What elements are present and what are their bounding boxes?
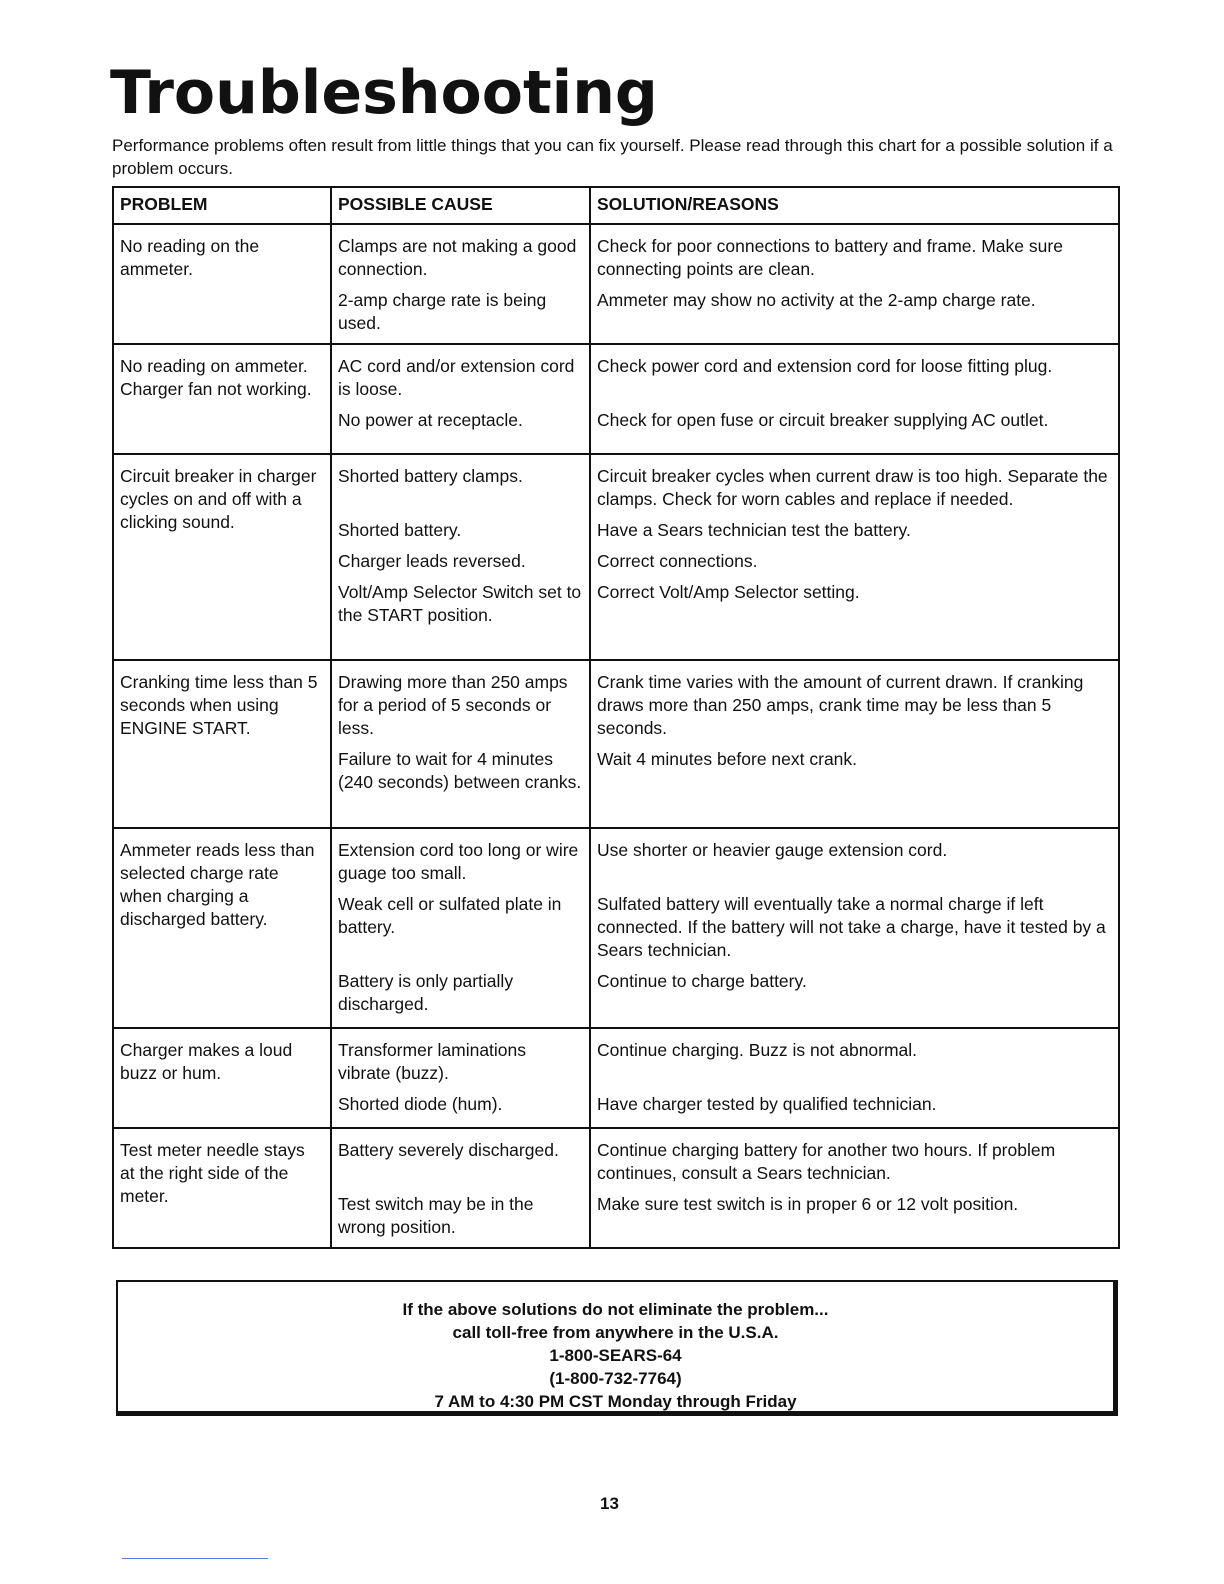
contact-box [116,1280,1118,1416]
cause-cell [331,828,590,1028]
solution-text: Crank time varies with the amount of current drawn. If cranking draws more than 250 amps, crank time may be less than 5 seconds. [597,672,1084,738]
cause-cell [331,454,590,660]
table-row [113,1028,1119,1128]
cause-text: Battery is only partially discharged. [338,971,514,1014]
cause-text: Drawing more than 250 amps for a period of 5 seconds or less. [338,672,568,738]
problem-text: Charger makes a loud buzz or hum. [120,1040,293,1083]
cause-cell [331,344,590,454]
solution-text: Have charger tested by qualified technician. [597,1094,937,1114]
cause-cell [331,224,590,344]
table-row [113,454,1119,660]
cause-text: Shorted battery. [338,520,462,540]
problem-text: Circuit breaker in charger cycles on and off with a clicking sound. [120,466,317,532]
solution-text: Sulfated battery will eventually take a normal charge if left connected. If the battery will not take a charge, have it tested by a Sears technician. [597,894,1106,960]
solution-text: Check for poor connections to battery and frame. Make sure connecting points are clean. [597,236,1063,279]
cause-text: Volt/Amp Selector Switch set to the START position. [338,582,582,625]
problem-text: Test meter needle stays at the right side of the meter. [120,1140,305,1206]
cause-text: Weak cell or sulfated plate in battery. [338,894,562,937]
cause-text: No power at receptacle. [338,410,523,430]
table-body [113,224,1119,1248]
solution-text: Check for open fuse or circuit breaker supplying AC outlet. [597,410,1049,430]
problem-cell [113,660,331,828]
contact-line-2: call toll-free from anywhere in the U.S.A. [452,1323,779,1342]
solution-text: Circuit breaker cycles when current draw is too high. Separate the clamps. Check for worn cables and replace if needed. [597,466,1108,509]
header-problem: PROBLEM [113,187,331,224]
solution-text: Check power cord and extension cord for loose fitting plug. [597,356,1053,376]
problem-text: No reading on ammeter. Charger fan not working. [120,356,312,399]
contact-hours: 7 AM to 4:30 PM CST Monday through Friday [434,1392,797,1411]
problem-text: Cranking time less than 5 seconds when using ENGINE START. [120,672,318,738]
table-row [113,224,1119,344]
cause-text: Failure to wait for 4 minutes (240 seconds) between cranks. [338,749,582,792]
cause-text: Charger leads reversed. [338,551,526,571]
cause-text: Extension cord too long or wire guage too small. [338,840,579,883]
cause-text: Shorted battery clamps. [338,466,523,486]
problem-text: Ammeter reads less than selected charge rate when charging a discharged battery. [120,840,315,929]
table-header-row [113,187,1119,224]
solution-cell [590,224,1119,344]
contact-phone-letters: 1-800-SEARS-64 [549,1346,682,1365]
table-row [113,344,1119,454]
solution-text: Make sure test switch is in proper 6 or 12 volt position. [597,1194,1019,1214]
solution-cell [590,1028,1119,1128]
intro-paragraph: Performance problems often result from little things that you can fix yourself. Please read through this chart for a possible solution if a problem occurs. [112,136,1113,178]
problem-cell [113,1028,331,1128]
cause-text: Clamps are not making a good connection. [338,236,577,279]
solution-cell [590,660,1119,828]
solution-cell [590,454,1119,660]
problem-cell [113,224,331,344]
problem-cell [113,344,331,454]
solution-cell [590,344,1119,454]
solution-cell [590,828,1119,1028]
table-row [113,1128,1119,1248]
table-row [113,828,1119,1028]
cause-text: Transformer laminations vibrate (buzz). [338,1040,527,1083]
header-solution-reasons: SOLUTION/REASONS [590,187,1119,224]
cause-cell [331,1028,590,1128]
cause-cell [331,1128,590,1248]
page-number: 13 [600,1494,619,1513]
header-possible-cause: POSSIBLE CAUSE [331,187,590,224]
page-title: Troubleshooting [110,58,658,128]
troubleshooting-table [112,186,1120,1249]
cause-text: Battery severely discharged. [338,1140,559,1160]
solution-text: Ammeter may show no activity at the 2-amp charge rate. [597,290,1036,310]
problem-cell [113,1128,331,1248]
cause-text: Shorted diode (hum). [338,1094,503,1114]
solution-text: Have a Sears technician test the battery. [597,520,911,540]
contact-line-1: If the above solutions do not eliminate the problem... [402,1300,829,1319]
solution-text: Correct Volt/Amp Selector setting. [597,582,860,602]
table-row [113,660,1119,828]
solution-text: Continue charging battery for another two hours. If problem continues, consult a Sears technician. [597,1140,1056,1183]
solution-text: Continue charging. Buzz is not abnormal. [597,1040,918,1060]
problem-text: No reading on the ammeter. [120,236,260,279]
solution-text: Continue to charge battery. [597,971,807,991]
solution-text: Correct connections. [597,551,758,571]
cause-text: 2-amp charge rate is being used. [338,290,547,333]
cause-text: Test switch may be in the wrong position. [338,1194,534,1237]
problem-cell [113,454,331,660]
solution-cell [590,1128,1119,1248]
cause-cell [331,660,590,828]
footer-rule [122,1558,268,1559]
solution-text: Wait 4 minutes before next crank. [597,749,858,769]
problem-cell [113,828,331,1028]
solution-text: Use shorter or heavier gauge extension cord. [597,840,948,860]
contact-phone-digits: (1-800-732-7764) [549,1369,682,1388]
cause-text: AC cord and/or extension cord is loose. [338,356,575,399]
